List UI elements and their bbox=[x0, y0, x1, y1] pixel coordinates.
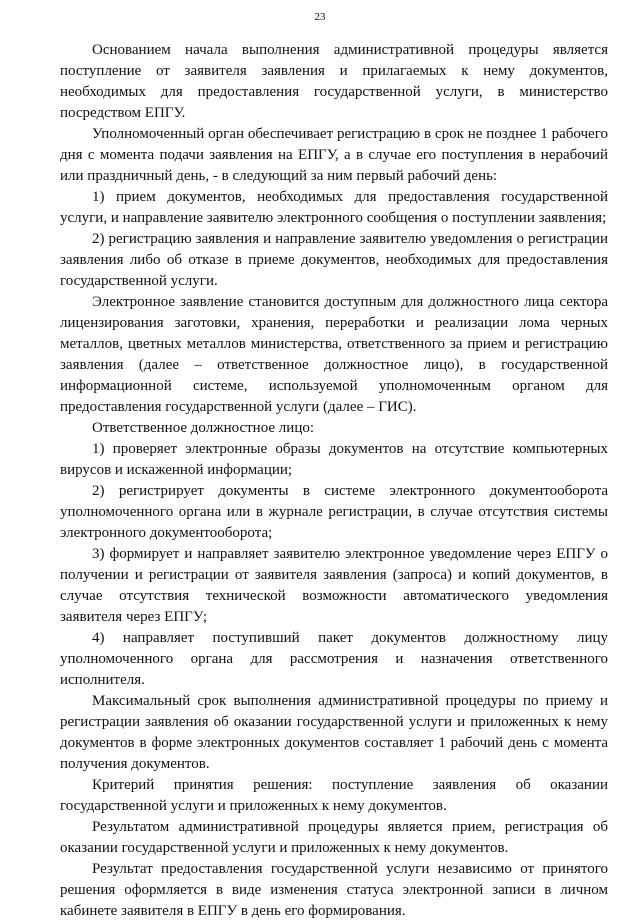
document-body bbox=[60, 40, 608, 922]
paragraph: Критерий принятия решения: поступление заявления об оказании государственной услуги и приложенных к нему документов. bbox=[60, 777, 608, 814]
paragraph: 4) направляет поступивший пакет документов должностному лицу уполномоченного органа для рассмотрения и назначения ответственного исполнителя. bbox=[60, 630, 608, 688]
page-number: 23 bbox=[314, 11, 326, 23]
paragraph: Основанием начала выполнения административной процедуры является поступление от заявителя заявления и прилагаемых к нему документов, необходимых для предоставления государственной услуги, в министерство посредством ЕПГУ. bbox=[60, 42, 608, 121]
paragraph: 1) прием документов, необходимых для предоставления государственной услуги, и направление заявителю электронного сообщения о поступлении заявления; bbox=[60, 189, 608, 226]
paragraph: Результатом административной процедуры является прием, регистрация об оказании государственной услуги и приложенных к нему документов. bbox=[60, 819, 608, 856]
paragraph: 2) регистрирует документы в системе электронного документооборота уполномоченного органа или в журнале регистрации, в случае отсутствия системы электронного документооборота; bbox=[60, 483, 608, 541]
paragraph: Максимальный срок выполнения административной процедуры по приему и регистрации заявления об оказании государственной услуги и приложенных к нему документов в форме электронных документов составляет 1 рабочий день с момента получения документов. bbox=[60, 693, 608, 772]
paragraph: Электронное заявление становится доступным для должностного лица сектора лицензирования заготовки, хранения, переработки и реализации лома черных металлов, цветных металлов министерства, ответственного за прием и регистрацию заявления (далее – ответственное должностное лицо), в государственной информационной системе, используемой уполномоченным органом для предоставления государственной услуги (далее – ГИС). bbox=[60, 294, 608, 415]
paragraph: Уполномоченный орган обеспечивает регистрацию в срок не позднее 1 рабочего дня с момента подачи заявления на ЕПГУ, а в случае его поступления в нерабочий или праздничный день, - в следующий за ним первый рабочий день: bbox=[60, 126, 608, 184]
paragraph: 2) регистрацию заявления и направление заявителю уведомления о регистрации заявления либо об отказе в приеме документов, необходимых для предоставления государственной услуги. bbox=[60, 231, 608, 289]
paragraph: Результат предоставления государственной услуги независимо от принятого решения оформляется в виде изменения статуса электронной записи в личном кабинете заявителя в ЕПГУ в день его формирования. bbox=[60, 861, 608, 919]
paragraph: 1) проверяет электронные образы документов на отсутствие компьютерных вирусов и искаженной информации; bbox=[60, 441, 608, 478]
paragraph: Ответственное должностное лицо: bbox=[92, 420, 315, 436]
paragraph: 3) формирует и направляет заявителю электронное уведомление через ЕПГУ о получении и регистрации от заявителя заявления (запроса) и копий документов, в случае отсутствия технической возможности автоматического уведомления заявителя через ЕПГУ; bbox=[60, 546, 608, 625]
